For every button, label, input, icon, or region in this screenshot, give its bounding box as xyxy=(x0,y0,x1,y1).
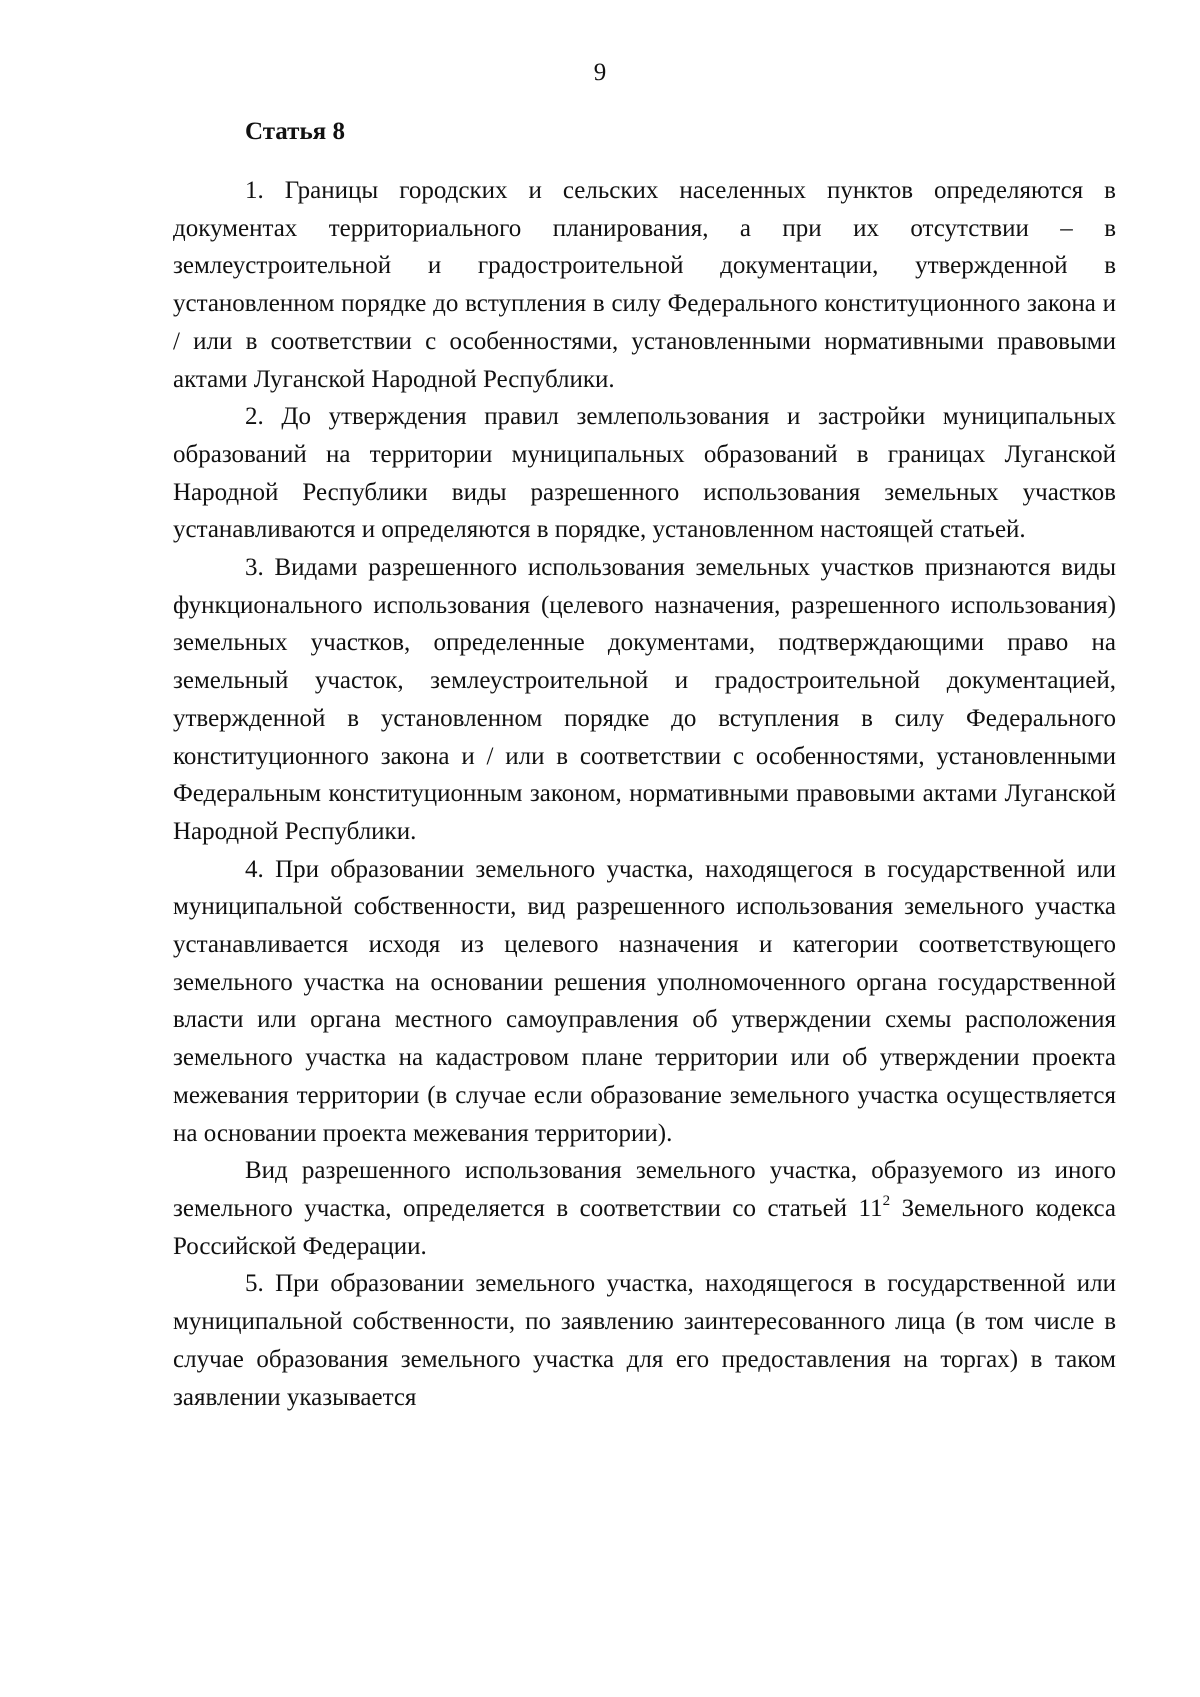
article-number-superscript: 2 xyxy=(882,1192,891,1209)
article-title: Статья 8 xyxy=(245,118,345,145)
paragraph-1: 1. Границы городских и сельских населенных пунктов определяются в документах территориального планирования, а при их отсутствии – в землеустроительной и градостроительной документации, утвержденной в установленном порядке до вступления в силу Федерального конституционного закона и / или в соответствии с особенностями, установленными нормативными правовыми актами Луганской Народной Республики. xyxy=(173,177,1116,393)
paragraph-5: 5. При образовании земельного участка, находящегося в государственной или муниципальной собственности, по заявлению заинтересованного лица (в том числе в случае образования земельного участка для его предоставления на торгах) в таком заявлении указывается xyxy=(173,1270,1116,1411)
paragraph-3: 3. Видами разрешенного использования земельных участков признаются виды функционального использования (целевого назначения, разрешенного использования) земельных участков, определенные документами, подтверждающими право на земельный участок, землеустроительной и градостроительной документацией, утвержденной в установленном порядке до вступления в силу Федерального конституционного закона и / или в соответствии с особенностями, установленными Федеральным конституционным законом, нормативными правовыми актами Луганской Народной Республики. xyxy=(173,554,1116,845)
paragraph-4: 4. При образовании земельного участка, находящегося в государственной или муниципальной собственности, вид разрешенного использования земельного участка устанавливается исходя из целевого назначения и категории соответствующего земельного участка на основании решения уполномоченного органа государственной власти или органа местного самоуправления об утверждении схемы расположения земельного участка на кадастровом плане территории или об утверждении проекта межевания территории (в случае если образование земельного участка осуществляется на основании проекта межевания территории). xyxy=(173,855,1116,1147)
paragraph-4-continuation xyxy=(173,1152,1116,1265)
paragraph-4-continuation-text: Вид разрешенного использования земельного участка, образуемого из иного земельного участка, определяется в соответствии со статьей 11 xyxy=(173,1157,1116,1222)
paragraph-4-continuation-tail: Земельного кодекса Российской Федерации. xyxy=(173,1194,1117,1260)
article-body xyxy=(173,172,1116,1416)
page-number: 9 xyxy=(593,59,607,86)
paragraph-2: 2. До утверждения правил землепользования и застройки муниципальных образований на территории муниципальных образований в границах Луганской Народной Республики виды разрешенного использования земельных участков устанавливаются и определяются в порядке, установленном настоящей статьей. xyxy=(173,403,1116,544)
